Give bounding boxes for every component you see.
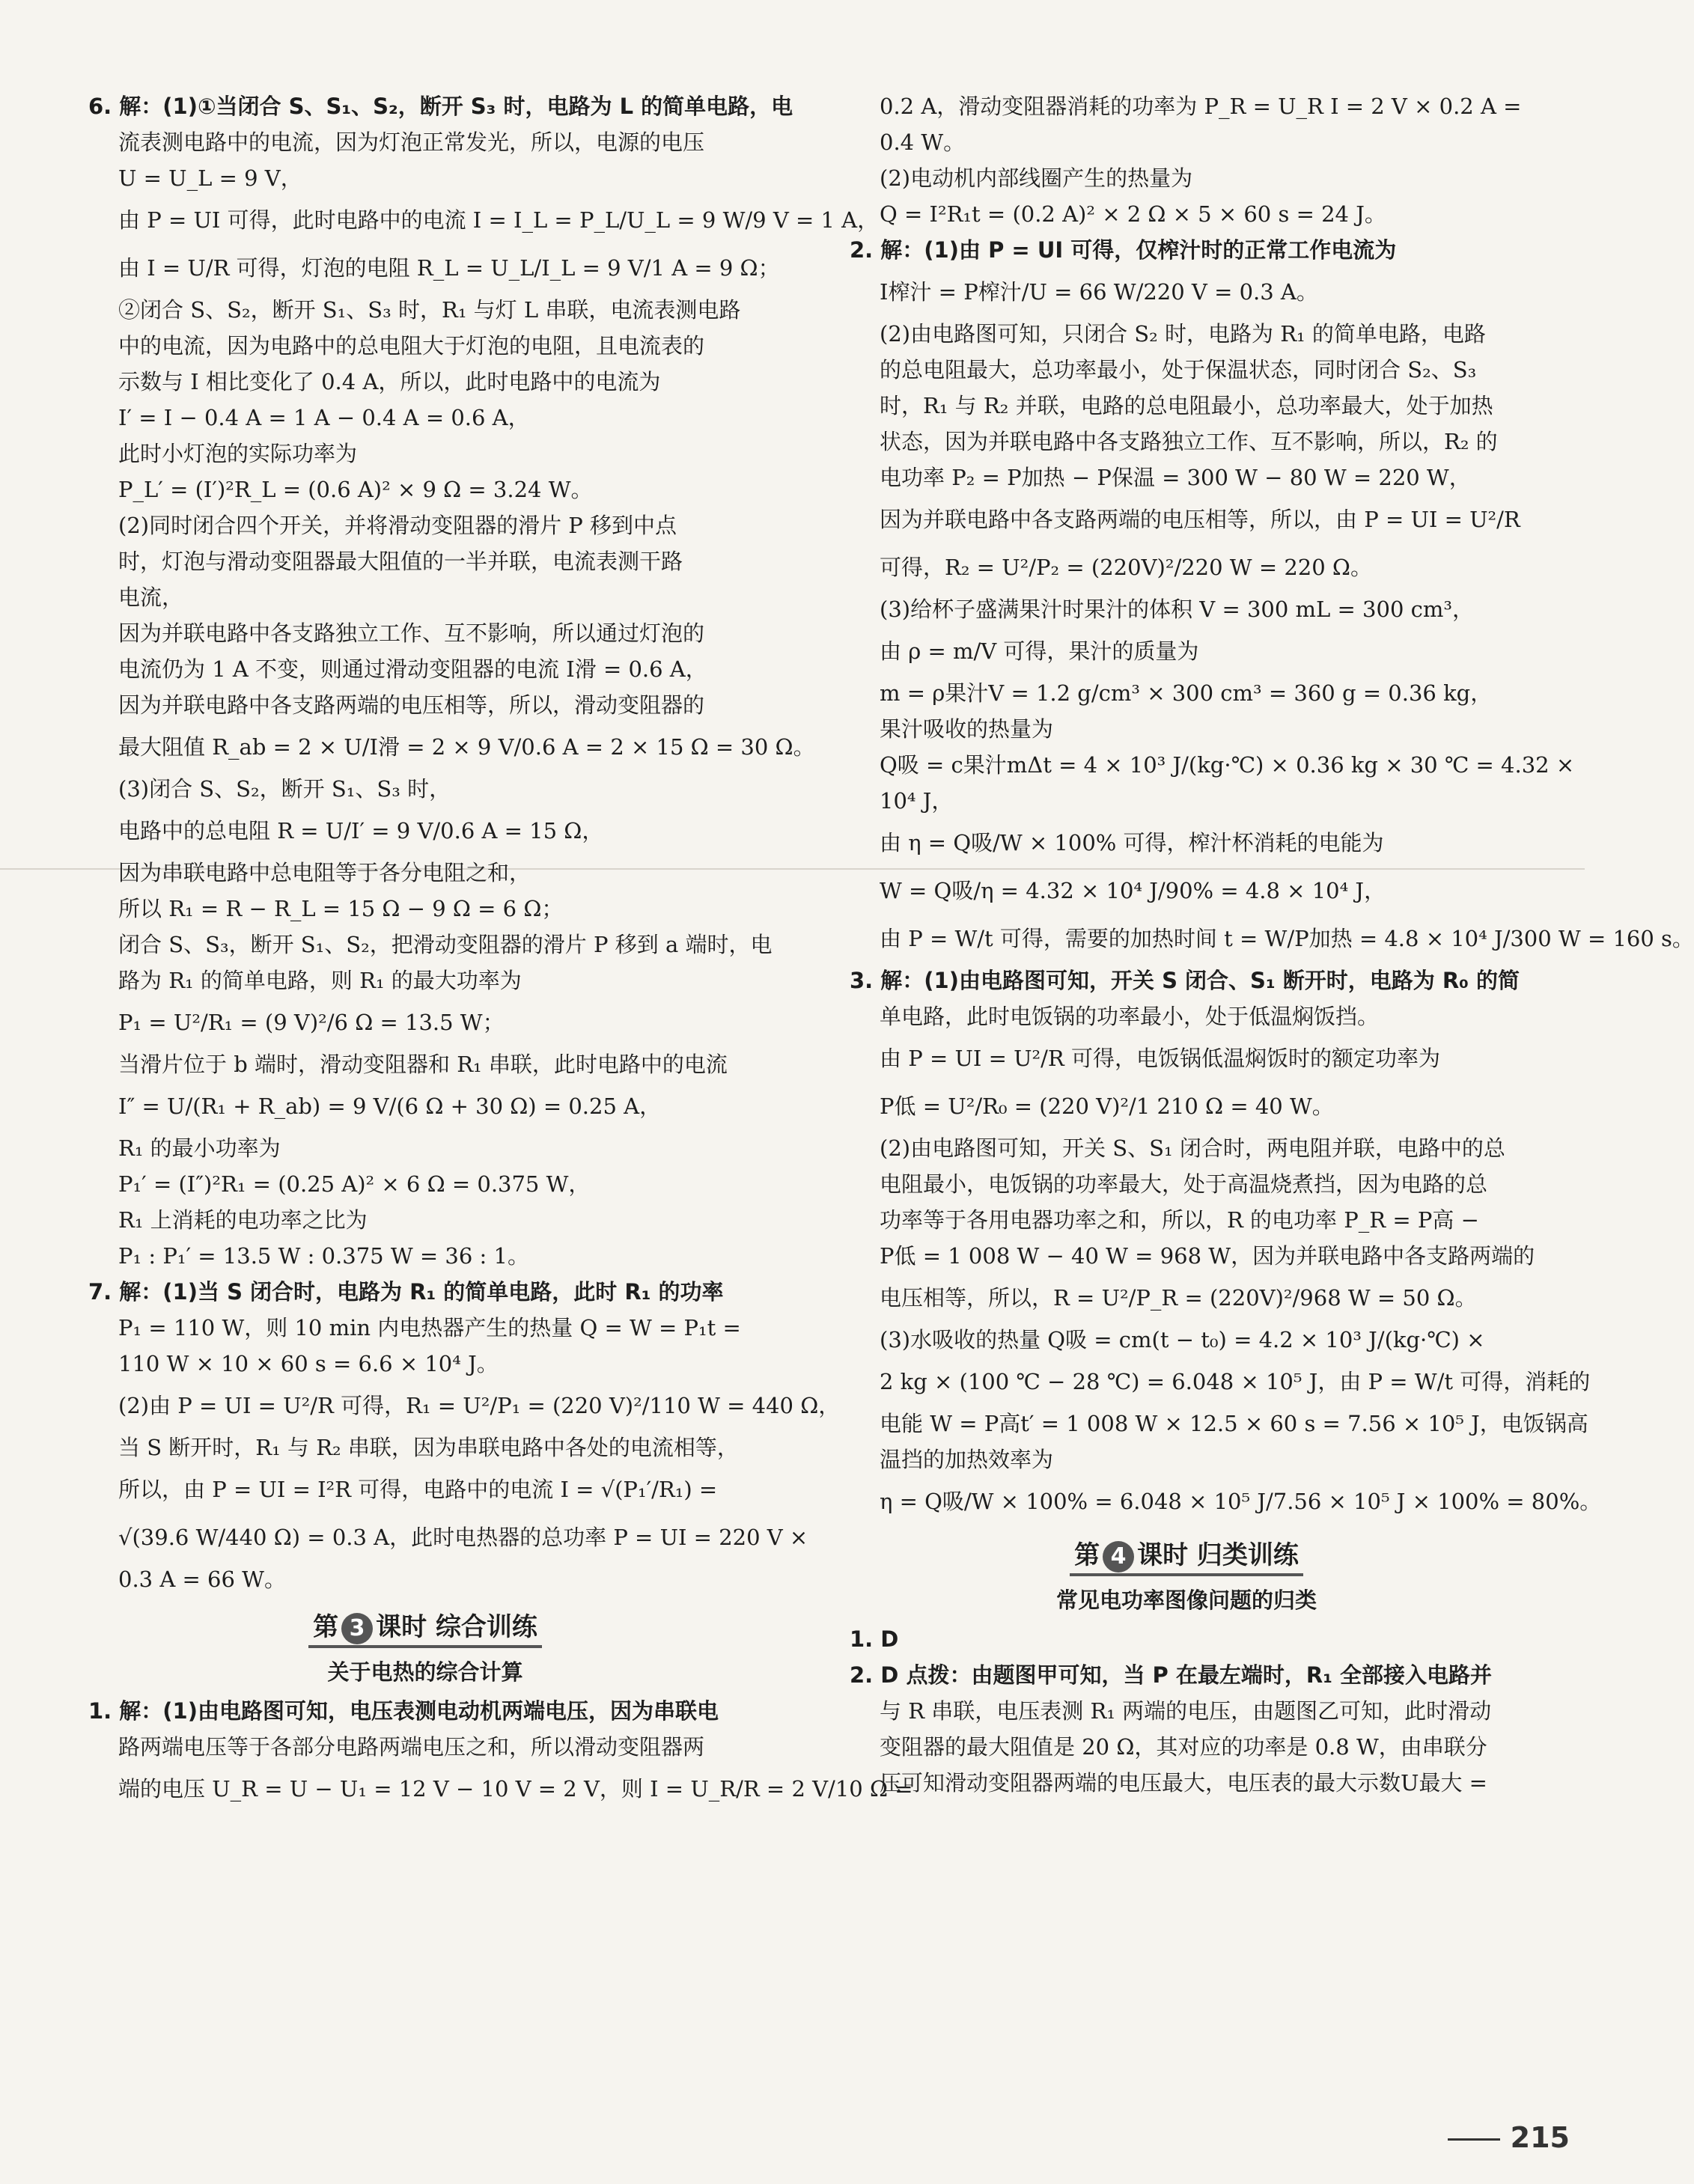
right-line: Q = I²R₁t = (0.2 A)² × 2 Ω × 5 × 60 s = 24 J。 [880,201,1386,227]
lesson-number-badge: 4 [1103,1541,1134,1573]
left-line: R₁ 上消耗的电功率之比为 [118,1207,368,1233]
section-4-subtitle: 常见电功率图像问题的归类 [1055,1587,1317,1613]
left-line: 7. 解：(1)当 S 闭合时，电路为 R₁ 的简单电路，此时 R₁ 的功率 [88,1279,724,1305]
left-line: 因为串联电路中总电阻等于各分电阻之和， [118,860,531,885]
left-line: 示数与 I 相比变化了 0.4 A，所以，此时电路中的电流为 [118,369,661,394]
right-line: 温挡的加热效率为 [880,1447,1054,1472]
right-line: 3. 解：(1)由电路图可知，开关 S 闭合、S₁ 断开时，电路为 R₀ 的简 [850,968,1520,993]
right-line: P低 = U²/R₀ = (220 V)²/1 210 Ω = 40 W。 [880,1093,1334,1119]
left-line: R₁ 的最小功率为 [118,1135,281,1161]
right-line: m = ρ果汁V = 1.2 g/cm³ × 300 cm³ = 360 g = 0.36 kg， [880,680,1493,706]
left-line: P₁′ = (I″)²R₁ = (0.25 A)² × 6 Ω = 0.375 W， [118,1171,591,1197]
section-title-text: 课时 综合训练 [376,1612,537,1642]
right-line: 电能 W = P高t′ = 1 008 W × 12.5 × 60 s = 7.56 × 10⁵ J，电饭锅高 [880,1411,1588,1436]
right-line: P低 = 1 008 W − 40 W = 968 W，因为并联电路中各支路两端的 [880,1243,1535,1269]
left-line: 最大阻值 R_ab = 2 × U/I滑 = 2 × 9 V/0.6 A = 2 × 15 Ω = 30 Ω。 [118,734,815,760]
left-line: 此时小灯泡的实际功率为 [118,441,358,466]
right-line: 0.2 A，滑动变阻器消耗的功率为 P_R = U_R I = 2 V × 0.2 A = [880,94,1522,119]
left-line: U = U_L = 9 V， [118,165,302,191]
right-line: (2)由电路图可知，只闭合 S₂ 时，电路为 R₁ 的简单电路，电路 [880,321,1486,347]
right-line: (3)水吸收的热量 Q吸 = cm(t − t₀) = 4.2 × 10³ J/(kg·℃) × [880,1327,1485,1352]
right-answer-text [850,88,1694,1525]
right-line: 由 ρ = m/V 可得，果汁的质量为 [880,638,1199,664]
left-line: 0.3 A = 66 W。 [118,1567,286,1592]
right-tail-line: 变阻器的最大阻值是 20 Ω，其对应的功率是 0.8 W，由串联分 [880,1734,1487,1760]
left-line: ②闭合 S、S₂，断开 S₁、S₃ 时，R₁ 与灯 L 串联，电流表测电路 [118,297,741,323]
right-line: 由 P = W/t 可得，需要的加热时间 t = W/P加热 = 4.8 × 10⁴ J/300 W = 160 s。 [880,926,1694,951]
right-line: 功率等于各用电器功率之和，所以，R 的电功率 P_R = P高 − [880,1207,1479,1233]
left-line: 电流， [118,585,184,610]
left-line: 时，灯泡与滑动变阻器最大阻值的一半并联，电流表测干路 [118,549,683,574]
left-line: 因为并联电路中各支路独立工作、互不影响，所以通过灯泡的 [118,620,705,646]
left-line: 流表测电路中的电流，因为灯泡正常发光，所以，电源的电压 [118,129,705,155]
section-3-title [88,1603,762,1651]
right-line: 由 P = UI = U²/R 可得，电饭锅低温焖饭时的额定功率为 [880,1046,1440,1071]
left-line: 所以 R₁ = R − R_L = 15 Ω − 9 Ω = 6 Ω； [118,896,564,921]
right-line: 的总电阻最大，总功率最小，处于保温状态，同时闭合 S₂、S₃ [880,357,1477,382]
right-column [850,88,1694,1801]
left-line: 6. 解：(1)①当闭合 S、S₁、S₂，断开 S₃ 时，电路为 L 的简单电路，电 [88,94,793,119]
left-line: 由 P = UI 可得，此时电路中的电流 I = I_L = P_L/U_L = 9 W/9 V = 1 A， [118,207,880,233]
left-line: 所以，由 P = UI = I²R 可得，电路中的电流 I = √(P₁′/R₁) = [118,1477,718,1502]
right-line: 0.4 W。 [880,129,966,155]
left-line: P₁ = U²/R₁ = (9 V)²/6 Ω = 13.5 W； [118,1010,505,1035]
section-4-title [850,1531,1523,1579]
right-line: 电阻最小，电饭锅的功率最大，处于高温烧煮挡，因为电路的总 [880,1171,1488,1197]
right-line: η = Q吸/W × 100% = 6.048 × 10⁵ J/7.56 × 10⁵ J × 100% = 80%。 [880,1489,1602,1514]
left-line: P_L′ = (I′)²R_L = (0.6 A)² × 9 Ω = 3.24 W。 [118,477,593,502]
right-line: 由 η = Q吸/W × 100% 可得，榨汁杯消耗的电能为 [880,830,1384,855]
right-line: (2)由电路图可知，开关 S、S₁ 闭合时，两电阻并联，电路中的总 [880,1135,1505,1161]
lesson-number-badge: 3 [341,1613,373,1644]
right-line: (3)给杯子盛满果汁时果汁的体积 V = 300 mL = 300 cm³， [880,597,1474,622]
left-line: 当滑片位于 b 端时，滑动变阻器和 R₁ 串联，此时电路中的电流 [118,1052,728,1077]
left-line: 当 S 断开时，R₁ 与 R₂ 串联，因为串联电路中各处的电流相等， [118,1435,739,1460]
left-line: (3)闭合 S、S₂，断开 S₁、S₃ 时， [118,776,451,802]
left-line: 闭合 S、S₃，断开 S₁、S₂，把滑动变阻器的滑片 P 移到 a 端时，电 [118,932,773,957]
left-line: 因为并联电路中各支路两端的电压相等，所以，滑动变阻器的 [118,692,705,718]
right-line: 因为并联电路中各支路两端的电压相等，所以，由 P = UI = U²/R [880,507,1520,532]
left-tail-text [88,1693,913,1813]
left-line: I″ = U/(R₁ + R_ab) = 9 V/(6 Ω + 30 Ω) = 0.25 A， [118,1093,662,1119]
right-tail-line: 压可知滑动变阻器两端的电压最大，电压表的最大示数U最大 = [880,1770,1487,1796]
right-line: 时，R₁ 与 R₂ 并联，电路的总电阻最小，总功率最大，处于加热 [880,393,1493,418]
right-line: 电压相等，所以，R = U²/P_R = (220V)²/968 W = 50 Ω。 [880,1285,1477,1311]
right-line: 10⁴ J， [880,788,954,814]
left-line: 由 I = U/R 可得，灯泡的电阻 R_L = U_L/I_L = 9 V/1 A = 9 Ω； [118,255,780,281]
right-line: (2)电动机内部线圈产生的热量为 [880,165,1193,191]
right-line: 电功率 P₂ = P加热 − P保温 = 300 W − 80 W = 220 W， [880,465,1471,490]
left-tail-line: 1. 解：(1)由电路图可知，电压表测电动机两端电压，因为串联电 [88,1698,719,1724]
left-line: 路为 R₁ 的简单电路，则 R₁ 的最大功率为 [118,968,522,993]
section-3-subtitle: 关于电热的综合计算 [327,1659,523,1685]
left-tail-line: 端的电压 U_R = U − U₁ = 12 V − 10 V = 2 V，则 I = U_R/R = 2 V/10 Ω = [118,1776,913,1802]
left-line: P₁ : P₁′ = 13.5 W : 0.375 W = 36 : 1。 [118,1243,529,1269]
left-line: 110 W × 10 × 60 s = 6.6 × 10⁴ J。 [118,1351,499,1376]
right-line: Q吸 = c果汁mΔt = 4 × 10³ J/(kg·℃) × 0.36 kg × 30 ℃ = 4.32 × [880,752,1575,778]
right-line: 果汁吸收的热量为 [880,716,1054,742]
left-tail-line: 路两端电压等于各部分电路两端电压之和，所以滑动变阻器两 [118,1734,705,1760]
left-line: √(39.6 W/440 Ω) = 0.3 A，此时电热器的总功率 P = UI = 220 V × [118,1525,808,1550]
right-line: 2 kg × (100 ℃ − 28 ℃) = 6.048 × 10⁵ J，由 P = W/t 可得，消耗的 [880,1369,1591,1394]
left-answer-text [88,88,880,1597]
left-line: (2)同时闭合四个开关，并将滑动变阻器的滑片 P 移到中点 [118,513,677,538]
right-tail-line: 1. D [850,1626,899,1652]
left-line: 电流仍为 1 A 不变，则通过滑动变阻器的电流 I滑 = 0.6 A， [118,656,707,682]
right-tail-line: 与 R 串联，电压表测 R₁ 两端的电压，由题图乙可知，此时滑动 [880,1698,1492,1724]
right-line: 可得，R₂ = U²/P₂ = (220V)²/220 W = 220 Ω。 [880,555,1372,580]
left-line: P₁ = 110 W，则 10 min 内电热器产生的热量 Q = W = P₁t = [118,1315,741,1340]
right-line: 状态，因为并联电路中各支路独立工作、互不影响，所以，R₂ 的 [880,429,1498,454]
left-line: 电路中的总电阻 R = U/I′ = 9 V/0.6 A = 15 Ω， [118,818,604,844]
right-line: W = Q吸/η = 4.32 × 10⁴ J/90% = 4.8 × 10⁴ J， [880,878,1386,903]
section-title-text: 课时 归类训练 [1137,1540,1299,1570]
right-tail-line: 2. D 点拨：由题图甲可知，当 P 在最左端时，R₁ 全部接入电路并 [850,1662,1493,1688]
page-number: 215 [1448,2121,1570,2154]
right-line: I榨汁 = P榨汁/U = 66 W/220 V = 0.3 A。 [880,279,1318,305]
section-title-prefix: 第 [313,1612,339,1642]
right-line: 单电路，此时电饭锅的功率最小，处于低温焖饭挡。 [880,1004,1380,1029]
left-line: (2)由 P = UI = U²/R 可得，R₁ = U²/P₁ = (220 V)²/110 W = 440 Ω， [118,1393,841,1418]
section-title-prefix: 第 [1074,1540,1100,1570]
left-line: 中的电流，因为电路中的总电阻大于灯泡的电阻，且电流表的 [118,333,705,359]
right-tail-text [850,1621,1523,1801]
left-line: I′ = I − 0.4 A = 1 A − 0.4 A = 0.6 A， [118,405,530,430]
right-line: 2. 解：(1)由 P = UI 可得，仅榨汁时的正常工作电流为 [850,237,1397,263]
